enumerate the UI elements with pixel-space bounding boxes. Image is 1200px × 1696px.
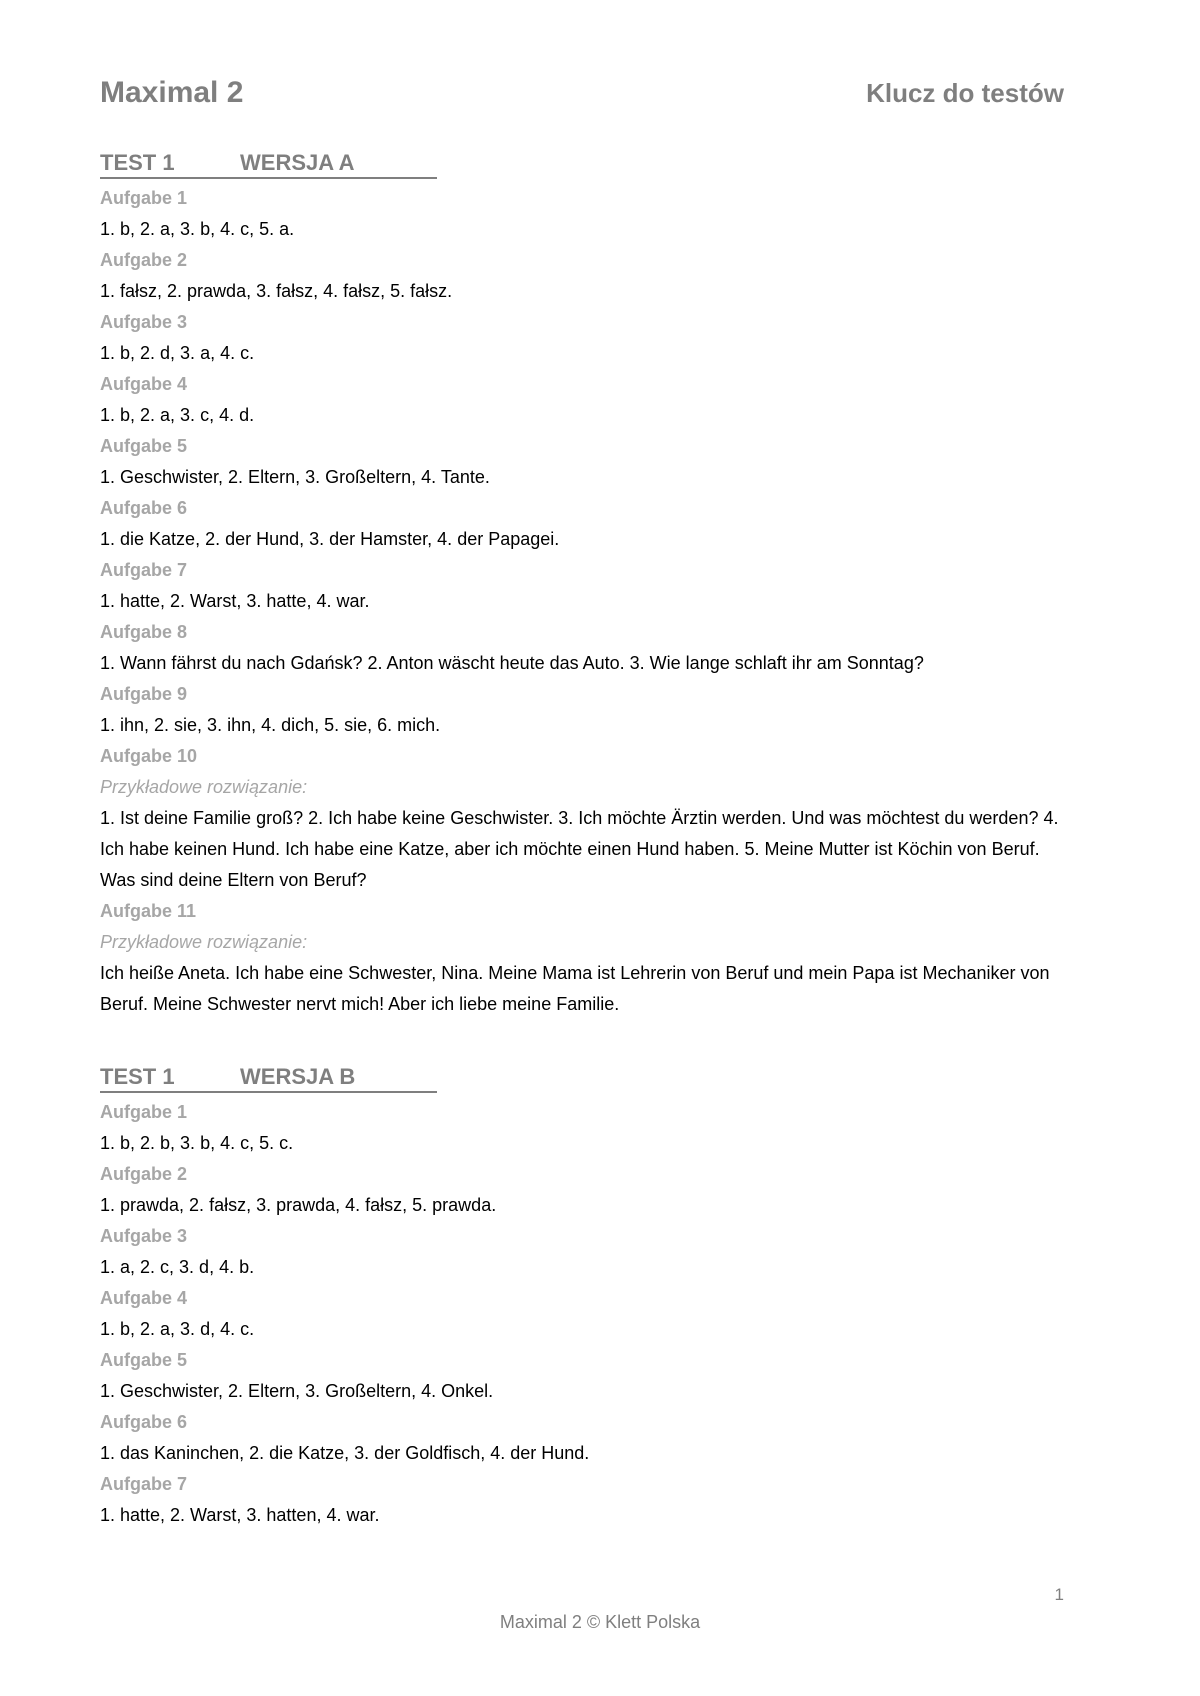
document-title: Maximal 2 [100,76,244,109]
task-label: Aufgabe 7 [100,560,188,580]
task-hint: Przykładowe rozwiązanie: [100,777,308,797]
test-heading [100,1063,437,1093]
section-test-1-version-a [100,149,1060,1020]
task-answer: 1. b, 2. a, 3. c, 4. d. [100,405,255,425]
task-answer: 1. a, 2. c, 3. d, 4. b. [100,1257,255,1277]
test-heading [100,149,437,179]
task-label: Aufgabe 9 [100,684,188,704]
task-answer: Ich heiße Aneta. Ich habe eine Schwester, Nina. Meine Mama ist Lehrerin von Beruf und mein Papa ist Mechaniker von Beruf. Meine Schwester nervt mich! Aber ich liebe meine Familie. [100,963,1050,1014]
task-label: Aufgabe 4 [100,1288,188,1308]
task-label: Aufgabe 5 [100,1350,188,1370]
task-answer: 1. prawda, 2. fałsz, 3. prawda, 4. fałsz, 5. prawda. [100,1195,497,1215]
task-label: Aufgabe 10 [100,746,198,766]
task-label: Aufgabe 5 [100,436,188,456]
task-label: Aufgabe 3 [100,1226,188,1246]
page-number: 1 [1054,1585,1064,1604]
task-answer: 1. Wann fährst du nach Gdańsk? 2. Anton wäscht heute das Auto. 3. Wie lange schlaft ihr am Sonntag? [100,653,924,673]
task-label: Aufgabe 1 [100,188,188,208]
page-header [100,76,1064,120]
task-answer: 1. hatte, 2. Warst, 3. hatten, 4. war. [100,1505,380,1525]
task-answer: 1. Ist deine Familie groß? 2. Ich habe keine Geschwister. 3. Ich möchte Ärztin werden. Und was möchtest du werden? 4. Ich habe keinen Hund. Ich habe eine Katze, aber ich möchte einen Hund haben. 5. Meine Mutter ist Köchin von Beruf. Was sind deine Eltern von Beruf? [100,808,1059,890]
task-label: Aufgabe 6 [100,1412,188,1432]
section-test-1-version-b [100,1063,1060,1531]
task-answer: 1. hatte, 2. Warst, 3. hatte, 4. war. [100,591,370,611]
task-answer: 1. b, 2. d, 3. a, 4. c. [100,343,255,363]
page-footer: Maximal 2 © Klett Polska [499,1612,701,1632]
version-label: WERSJA A [240,150,355,175]
task-answer: 1. fałsz, 2. prawda, 3. fałsz, 4. fałsz, 5. fałsz. [100,281,453,301]
task-hint: Przykładowe rozwiązanie: [100,932,308,952]
task-answer: 1. Geschwister, 2. Eltern, 3. Großeltern, 4. Onkel. [100,1381,494,1401]
task-label: Aufgabe 8 [100,622,188,642]
version-label: WERSJA B [240,1064,356,1089]
task-label: Aufgabe 11 [100,901,197,921]
test-label: TEST 1 [100,150,175,175]
task-answer: 1. ihn, 2. sie, 3. ihn, 4. dich, 5. sie, 6. mich. [100,715,441,735]
task-label: Aufgabe 7 [100,1474,188,1494]
task-answer: 1. b, 2. a, 3. d, 4. c. [100,1319,255,1339]
task-label: Aufgabe 2 [100,250,188,270]
test-label: TEST 1 [100,1064,175,1089]
document-subtitle: Klucz do testów [866,78,1064,108]
task-answer: 1. b, 2. b, 3. b, 4. c, 5. c. [100,1133,294,1153]
task-label: Aufgabe 4 [100,374,188,394]
task-label: Aufgabe 3 [100,312,188,332]
task-answer: 1. die Katze, 2. der Hund, 3. der Hamster, 4. der Papagei. [100,529,560,549]
task-answer: 1. b, 2. a, 3. b, 4. c, 5. a. [100,219,295,239]
task-answer: 1. Geschwister, 2. Eltern, 3. Großeltern, 4. Tante. [100,467,490,487]
task-answer: 1. das Kaninchen, 2. die Katze, 3. der Goldfisch, 4. der Hund. [100,1443,590,1463]
task-label: Aufgabe 6 [100,498,188,518]
task-label: Aufgabe 1 [100,1102,188,1122]
task-label: Aufgabe 2 [100,1164,188,1184]
